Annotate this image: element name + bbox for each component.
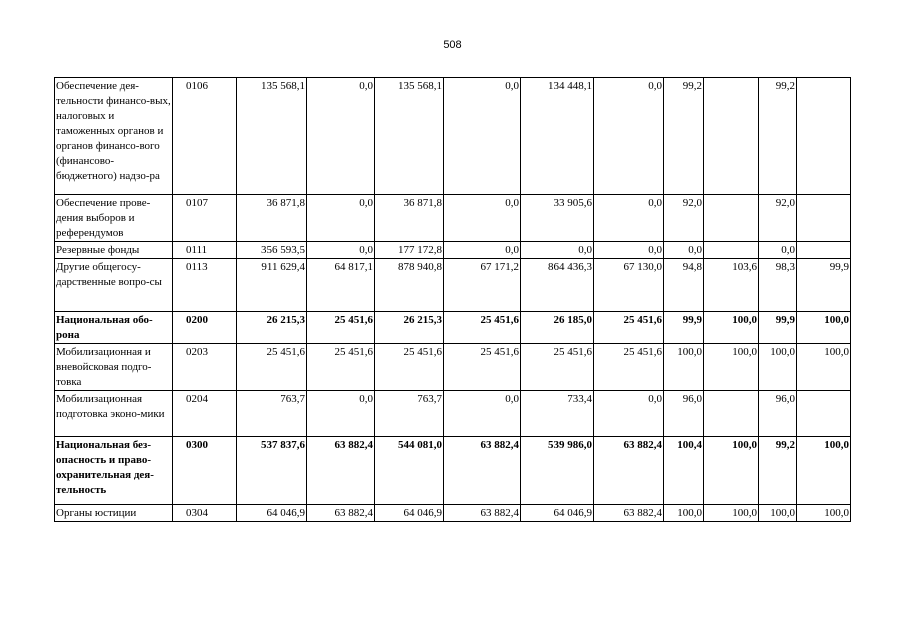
value-cell: 64 046,9 (521, 505, 594, 522)
table-row (55, 195, 851, 242)
value-cell (797, 391, 851, 437)
table-body (55, 78, 851, 522)
table-row (55, 391, 851, 437)
value-cell: 0,0 (759, 242, 797, 259)
row-code-cell: 0111 (173, 242, 237, 259)
value-cell: 100,0 (704, 437, 759, 505)
value-cell: 63 882,4 (594, 437, 664, 505)
value-cell: 763,7 (375, 391, 444, 437)
value-cell: 64 817,1 (307, 259, 375, 312)
table-row (55, 259, 851, 312)
value-cell: 0,0 (594, 391, 664, 437)
value-cell: 99,2 (759, 78, 797, 195)
value-cell: 36 871,8 (237, 195, 307, 242)
value-cell: 0,0 (444, 391, 521, 437)
value-cell: 96,0 (664, 391, 704, 437)
row-name-cell: Резервные фонды (55, 242, 173, 259)
value-cell: 99,9 (797, 259, 851, 312)
value-cell: 63 882,4 (307, 505, 375, 522)
value-cell: 99,2 (664, 78, 704, 195)
row-code-cell: 0113 (173, 259, 237, 312)
value-cell: 100,0 (759, 344, 797, 391)
row-name-cell: Обеспечение прове-дения выборов и референдумов (55, 195, 173, 242)
value-cell: 356 593,5 (237, 242, 307, 259)
value-cell: 26 215,3 (375, 312, 444, 344)
value-cell (704, 78, 759, 195)
value-cell: 0,0 (444, 195, 521, 242)
value-cell: 25 451,6 (237, 344, 307, 391)
value-cell: 100,0 (704, 505, 759, 522)
value-cell: 25 451,6 (594, 312, 664, 344)
value-cell: 0,0 (594, 195, 664, 242)
value-cell: 100,0 (797, 505, 851, 522)
value-cell: 67 130,0 (594, 259, 664, 312)
value-cell: 100,0 (664, 344, 704, 391)
value-cell: 25 451,6 (307, 344, 375, 391)
value-cell: 100,0 (797, 344, 851, 391)
value-cell: 0,0 (664, 242, 704, 259)
value-cell: 36 871,8 (375, 195, 444, 242)
value-cell: 67 171,2 (444, 259, 521, 312)
row-code-cell: 0200 (173, 312, 237, 344)
row-name-cell: Органы юстиции (55, 505, 173, 522)
value-cell: 100,0 (664, 505, 704, 522)
value-cell: 733,4 (521, 391, 594, 437)
value-cell: 63 882,4 (444, 437, 521, 505)
row-name-cell: Мобилизационная и вневойсковая подго-товка (55, 344, 173, 391)
value-cell: 0,0 (594, 242, 664, 259)
value-cell: 0,0 (444, 78, 521, 195)
value-cell (797, 78, 851, 195)
value-cell: 878 940,8 (375, 259, 444, 312)
value-cell: 763,7 (237, 391, 307, 437)
value-cell: 25 451,6 (307, 312, 375, 344)
value-cell: 94,8 (664, 259, 704, 312)
row-code-cell: 0204 (173, 391, 237, 437)
row-name-cell: Другие общегосу-дарственные вопро-сы (55, 259, 173, 312)
value-cell: 539 986,0 (521, 437, 594, 505)
value-cell: 99,9 (759, 312, 797, 344)
value-cell (704, 195, 759, 242)
value-cell: 135 568,1 (237, 78, 307, 195)
value-cell: 100,0 (797, 312, 851, 344)
value-cell (797, 242, 851, 259)
value-cell: 25 451,6 (521, 344, 594, 391)
value-cell: 99,9 (664, 312, 704, 344)
value-cell: 64 046,9 (375, 505, 444, 522)
value-cell: 26 185,0 (521, 312, 594, 344)
value-cell: 864 436,3 (521, 259, 594, 312)
row-code-cell: 0300 (173, 437, 237, 505)
row-name-cell: Мобилизационная подготовка эконо-мики (55, 391, 173, 437)
row-name-cell: Национальная обо-рона (55, 312, 173, 344)
table-row (55, 242, 851, 259)
value-cell: 103,6 (704, 259, 759, 312)
value-cell: 911 629,4 (237, 259, 307, 312)
value-cell: 177 172,8 (375, 242, 444, 259)
value-cell: 0,0 (594, 78, 664, 195)
value-cell: 0,0 (307, 78, 375, 195)
value-cell: 63 882,4 (307, 437, 375, 505)
value-cell: 26 215,3 (237, 312, 307, 344)
value-cell: 98,3 (759, 259, 797, 312)
value-cell: 100,4 (664, 437, 704, 505)
table-row (55, 312, 851, 344)
row-name-cell: Национальная без-опасность и право-охранительная дея-тельность (55, 437, 173, 505)
value-cell: 92,0 (759, 195, 797, 242)
value-cell: 25 451,6 (594, 344, 664, 391)
table-row (55, 437, 851, 505)
value-cell: 63 882,4 (444, 505, 521, 522)
value-cell: 33 905,6 (521, 195, 594, 242)
value-cell: 0,0 (307, 195, 375, 242)
row-code-cell: 0203 (173, 344, 237, 391)
row-code-cell: 0106 (173, 78, 237, 195)
value-cell: 92,0 (664, 195, 704, 242)
value-cell: 25 451,6 (444, 312, 521, 344)
value-cell: 544 081,0 (375, 437, 444, 505)
value-cell: 0,0 (521, 242, 594, 259)
budget-table (54, 77, 851, 522)
value-cell: 100,0 (759, 505, 797, 522)
value-cell: 99,2 (759, 437, 797, 505)
row-code-cell: 0107 (173, 195, 237, 242)
value-cell (704, 391, 759, 437)
value-cell: 0,0 (307, 242, 375, 259)
value-cell: 537 837,6 (237, 437, 307, 505)
value-cell: 100,0 (704, 344, 759, 391)
row-name-cell: Обеспечение дея-тельности финансо-вых, налоговых и таможенных органов и органов финансо-вого (финансово-бюджетного) надзо-ра (55, 78, 173, 195)
value-cell: 96,0 (759, 391, 797, 437)
row-code-cell: 0304 (173, 505, 237, 522)
table-row (55, 78, 851, 195)
value-cell: 0,0 (444, 242, 521, 259)
value-cell: 135 568,1 (375, 78, 444, 195)
value-cell: 100,0 (797, 437, 851, 505)
table-row (55, 344, 851, 391)
value-cell: 134 448,1 (521, 78, 594, 195)
page-number: 508 (443, 39, 462, 51)
table-row (55, 505, 851, 522)
value-cell: 25 451,6 (375, 344, 444, 391)
value-cell: 64 046,9 (237, 505, 307, 522)
value-cell: 100,0 (704, 312, 759, 344)
value-cell (704, 242, 759, 259)
value-cell: 25 451,6 (444, 344, 521, 391)
value-cell: 63 882,4 (594, 505, 664, 522)
value-cell (797, 195, 851, 242)
value-cell: 0,0 (307, 391, 375, 437)
